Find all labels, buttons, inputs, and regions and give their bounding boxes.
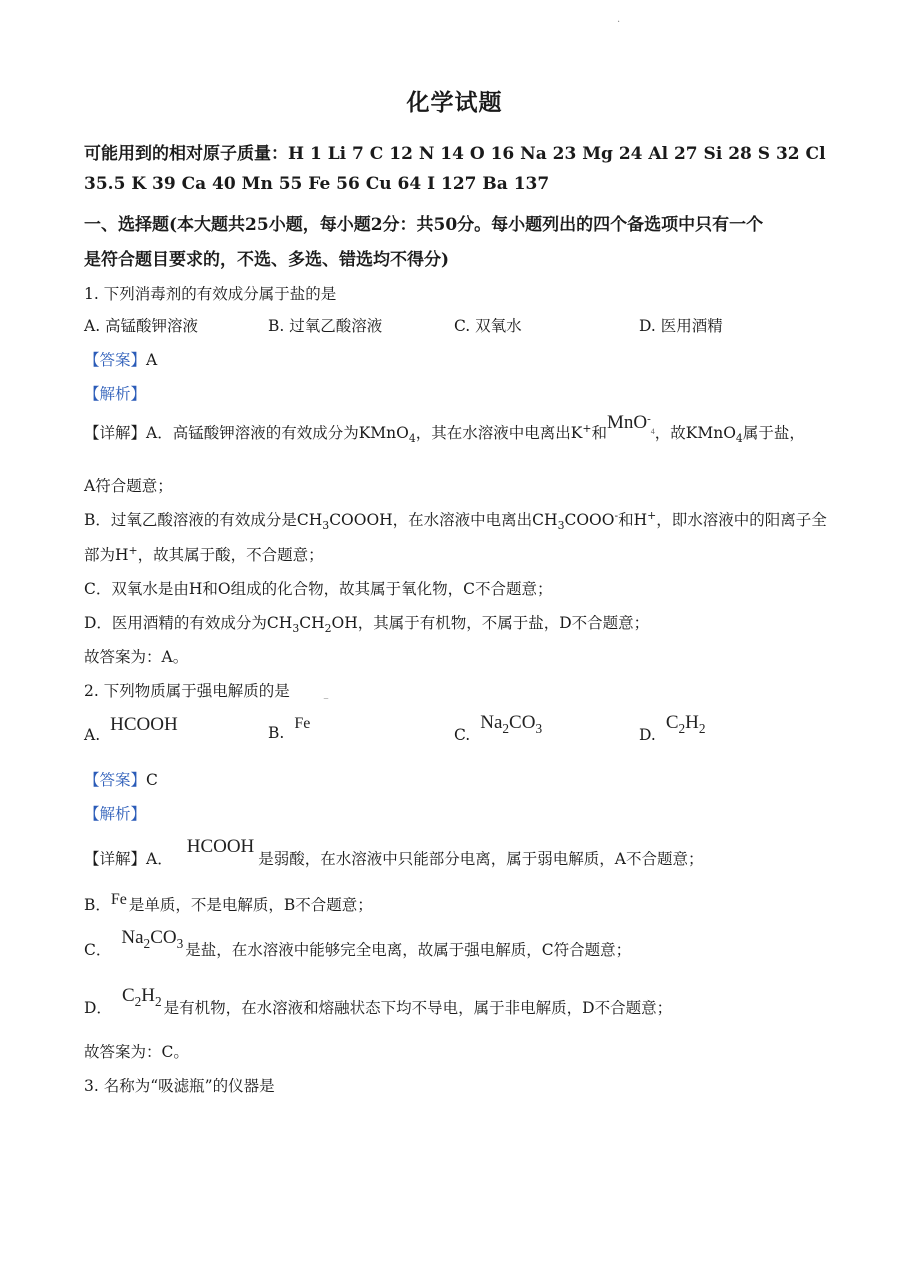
detail-text: ，其在水溶液中电离出K (415, 424, 583, 442)
atomic-masses-line2: 35.5 K 39 Ca 40 Mn 55 Fe 56 Cu 64 I 127 Ba 137 (84, 174, 550, 194)
detail-text: 和 (591, 424, 607, 442)
q1-analysis-tag: 【解析】 (84, 385, 147, 403)
question-2-stem: 2. 下列物质属于强电解质的是 _ (84, 682, 329, 700)
section-header-line2: 是符合题目要求的，不选、多选、错选均不得分) (84, 250, 450, 270)
subscript: 4 (735, 432, 743, 446)
q1-option-b: B. 过氧乙酸溶液 (268, 317, 383, 335)
q2-option-a: A. HCOOH (84, 714, 178, 744)
q1-option-c: C. 双氧水 (454, 317, 522, 335)
corner-mark: . (617, 14, 621, 25)
q2-analysis-tag: 【解析】 (84, 805, 147, 823)
question-1-stem: 1. 下列消毒剂的有效成分属于盐的是 (84, 285, 337, 303)
section-header-line1: 一、选择题(本大题共25小题，每小题2分：共50分。每小题列出的四个备选项中只有一个 (84, 215, 764, 235)
q2-option-b: B.Fe (268, 715, 311, 742)
q2-option-d: $D.C_2H_2$ (639, 712, 706, 744)
mno4-formula: MnO-$_4$ (606, 412, 655, 436)
q1-option-d: D. 医用酒精 (639, 317, 723, 335)
superscript: + (582, 421, 592, 435)
question-3-stem: 3. 名称为“吸滤瓶”的仪器是 (84, 1077, 275, 1095)
q2-option-c: $C.Na_2CO_3$ (454, 712, 543, 744)
q1-detail-b: B．过氧乙酸溶液的有效成分是$CH_3COOOH$，在水溶液中电离出$CH_3COOO^-$和H+，即水溶液中的阳离子全 (84, 508, 827, 533)
detail-tag: 【详解】 (84, 424, 147, 442)
answer-tag: 【答案】 (84, 351, 147, 369)
answer-value: A (146, 351, 158, 369)
page-title: 化学试题 (406, 89, 503, 116)
q1-detail-c: C．双氧水是由H和O组成的化合物，故其属于氧化物，C不合题意； (84, 580, 553, 598)
q2-detail-c: C．$Na_2CO_3$ 是盐，在水溶液中能够完全电离，故属于强电解质，C符合题意； (84, 927, 632, 959)
q2-conclusion: 故答案为：C。 (84, 1043, 189, 1061)
subscript: 4 (408, 432, 416, 446)
q1-option-a: A. 高锰酸钾溶液 (84, 317, 199, 335)
q1-detail-b-cont: 部为H+，故其属于酸，不合题意； (84, 543, 324, 564)
atomic-masses-line1: 可能用到的相对原子质量：H 1 Li 7 C 12 N 14 O 16 Na 23 Mg 24 Al 27 Si 28 S 32 Cl (84, 144, 826, 164)
q1-detail-a-cont: A符合题意； (84, 477, 173, 495)
q1-conclusion: 故答案为：A。 (84, 648, 189, 666)
q1-detail-a (84, 412, 805, 446)
q1-detail-d: D．医用酒精的有效成分为$CH_3CH_2OH$，其属于有机物，不属于盐，D不合题意； (84, 614, 650, 636)
q2-detail-d: D．$C_2H_2$ 是有机物，在水溶液和熔融状态下均不导电，属于非电解质，D不合题意； (84, 985, 673, 1017)
q2-detail-a: 【详解】A．HCOOH是弱酸，在水溶液中只能部分电离，属于弱电解质，A不合题意； (84, 836, 704, 868)
q2-detail-b: B．Fe 是单质，不是电解质，B不合题意； (84, 891, 373, 914)
q1-answer (84, 348, 157, 370)
detail-text: A．高锰酸钾溶液的有效成分为KMnO (146, 424, 409, 442)
detail-text: 属于盐， (742, 424, 805, 442)
detail-text: ，故KMnO (654, 424, 736, 442)
q2-answer: 【答案】C (84, 771, 158, 789)
